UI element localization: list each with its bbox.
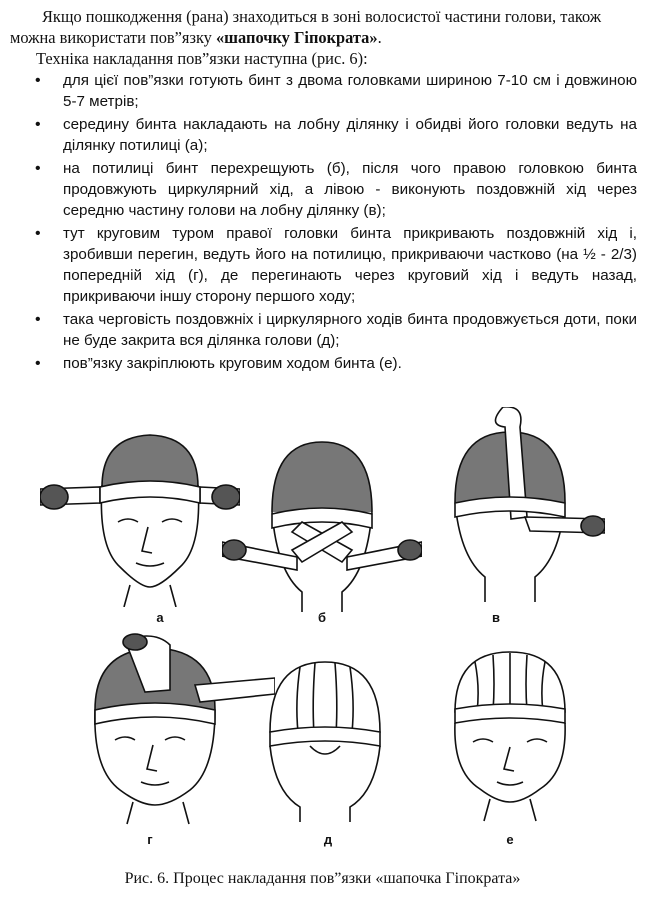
list-item [0,158,637,221]
panel-label-b: б [317,610,327,625]
technique-intro: Техніка накладання пов”язки наступна (рис. 6): [36,49,368,68]
step-text: на потилиці бинт перехрещують (б), після чого правою головкою бинта продовжують циркулярний хід, а лівою - виконують поздовжній хід через середню частину голови на лобну ділянку (в); [63,160,637,219]
step-text: середину бинта накладають на лобну ділянку і обидві його головки ведуть на ділянку потилиці (а); [63,116,637,154]
step-text: для цієї пов”язки готують бинт з двома головками шириною 7-10 см і довжиною 5-7 метрів; [63,72,637,110]
step-text: тут круговим туром правої головки бинта прикривають поздовжній хід і, зробивши перегин, ведуть його на потилицю, прикриваючи частково (на ½ - 2/3) попередній хід (г), де перегинають через круговий хід і ведуть назад, прикриваючи іншу сторону першого ходу; [63,225,637,305]
step-text: пов”язку закріплюють круговим ходом бинта (е). [63,355,402,372]
panel-b-illustration [222,432,422,612]
panel-v-illustration [415,407,605,602]
panel-label-a: а [156,610,164,625]
intro-text: Якщо пошкодження (рана) знаходиться в зоні волосистої частини голови, також можна використати пов”язку [10,7,602,47]
bullet-icon: • [35,160,41,177]
panel-d-illustration [240,642,410,822]
intro-end: . [377,28,382,47]
bullet-icon: • [35,72,41,89]
step-text: така черговість поздовжніх і циркулярного ходів бинта продовжується доти, поки не буде закрита вся ділянка голови (д); [63,311,637,349]
list-item [0,223,637,307]
panel-label-d: д [323,832,333,847]
panel-e-illustration [425,637,595,822]
intro-paragraph [10,6,635,48]
bandage-figure [0,402,645,857]
panel-a-illustration [40,417,240,607]
panel-label-v: в [492,610,500,625]
panel-label-g: г [147,832,153,847]
bullet-icon: • [35,116,41,133]
figure-caption: Рис. 6. Процес накладання пов”язки «шапочка Гіпократа» [124,870,521,887]
bullet-icon: • [35,311,41,328]
intro-bold-term: «шапочку Гіпократа» [215,28,378,47]
list-item [0,353,637,374]
list-item [0,70,637,112]
bullet-icon: • [35,225,41,242]
steps-list [0,70,637,376]
list-item [0,309,637,351]
bullet-icon: • [35,355,41,372]
panel-label-e: е [506,832,514,847]
list-item [0,114,637,156]
